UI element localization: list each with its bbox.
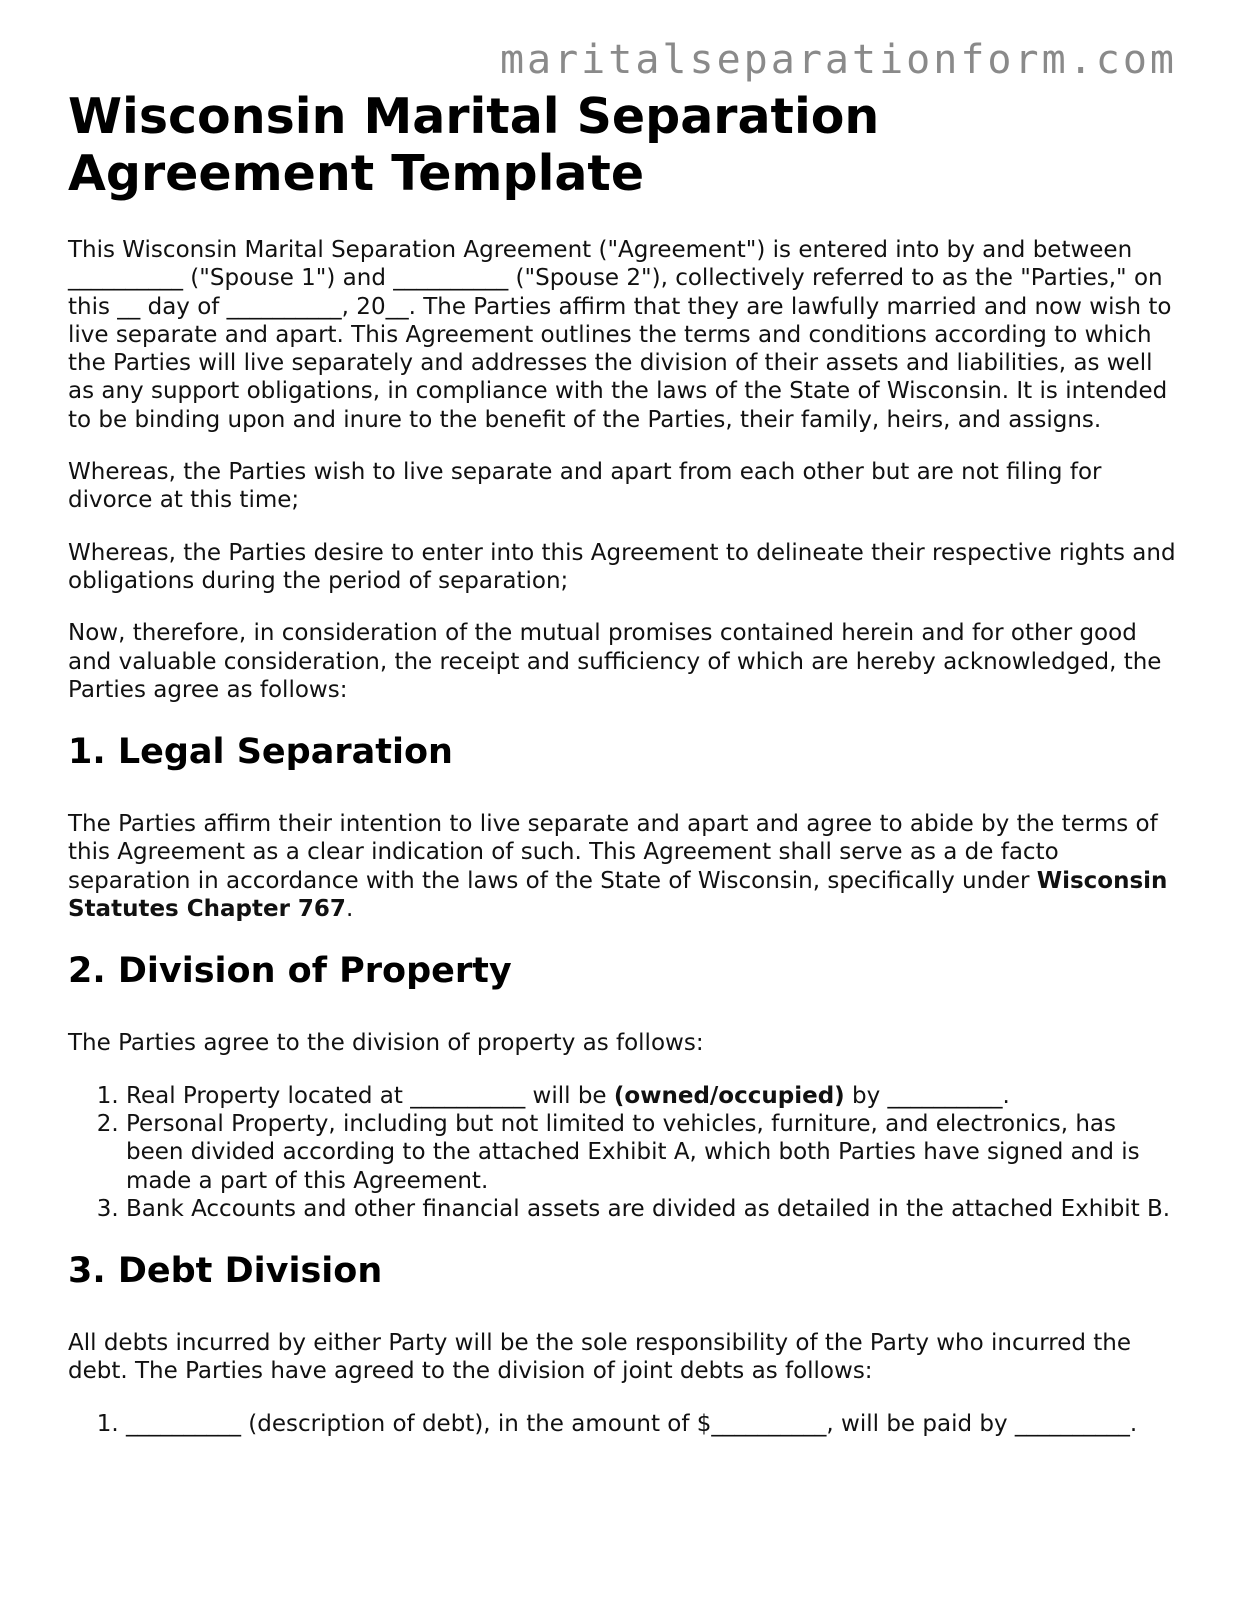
section-3-intro: All debts incurred by either Party will be the sole responsibility of the Party who incurred the debt. The Parties have agreed to the division of joint debts as follows: bbox=[68, 1330, 1132, 1385]
list-item: 1. __________ (description of debt), in the amount of $__________, will be paid by __________. bbox=[126, 1410, 1178, 1438]
whereas-paragraph-1: Whereas, the Parties wish to live separate and apart from each other but are not filing for divorce at this time; bbox=[68, 459, 1102, 514]
intro-paragraph: This Wisconsin Marital Separation Agreement ("Agreement") is entered into by and between __________ ("Spouse 1") and __________ ("Spouse 2"), collectively referred to as the "Parties," on this __ day of __________, 20__. The Parties affirm that they are lawfully married and now wish to live separate and apart. This Agreement outlines the terms and conditions according to which the Parties will live separately and addresses the division of their assets and liabilities, as well as any support obligations, in compliance with the laws of the State of Wisconsin. It is intended to be binding upon and inure to the benefit of the Parties, their family, heirs, and assigns. bbox=[68, 237, 1172, 433]
real-property-end: by __________. bbox=[844, 1082, 1010, 1109]
list-item: 2. Personal Property, including but not limited to vehicles, furniture, and electronics, has been divided according to the attached Exhibit A, which both Parties have signed and is made a part of this Agreement. bbox=[126, 1110, 1178, 1195]
list-item: 3. Bank Accounts and other financial assets are divided as detailed in the attached Exhibit B. bbox=[126, 1195, 1178, 1223]
section-2-heading: 2. Division of Property bbox=[68, 951, 512, 992]
section-1-heading: 1. Legal Separation bbox=[68, 732, 453, 773]
owned-occupied-label: (owned/occupied) bbox=[613, 1082, 845, 1109]
document-title: Wisconsin Marital Separation Agreement Template bbox=[68, 88, 880, 202]
section-1-end: . bbox=[345, 896, 354, 923]
whereas-paragraph-2: Whereas, the Parties desire to enter into this Agreement to delineate their respective rights and obligations during the period of separation; bbox=[68, 539, 1176, 594]
section-1-body bbox=[68, 810, 1178, 923]
list-item bbox=[126, 1082, 1178, 1110]
statute-reference: Wisconsin Statutes Chapter 767 bbox=[68, 867, 1168, 923]
debt-list bbox=[68, 1410, 1178, 1438]
real-property-text: Real Property located at __________ will be bbox=[126, 1082, 614, 1109]
now-therefore-paragraph: Now, therefore, in consideration of the mutual promises contained herein and for other good and valuable consideration, the receipt and sufficiency of which are hereby acknowledged, the Parties agree as follows: bbox=[68, 620, 1162, 703]
section-1-text: The Parties affirm their intention to live separate and apart and agree to abide by the terms of this Agreement as a clear indication of such. This Agreement shall serve as a de facto separation in accordance with the laws of the State of Wisconsin, specifically under bbox=[68, 811, 1158, 894]
site-watermark: maritalseparationform.com bbox=[499, 37, 1177, 83]
section-2-intro: The Parties agree to the division of property as follows: bbox=[68, 1030, 704, 1057]
document-page bbox=[68, 88, 1178, 1462]
section-3-heading: 3. Debt Division bbox=[68, 1251, 383, 1292]
property-list bbox=[68, 1082, 1178, 1223]
